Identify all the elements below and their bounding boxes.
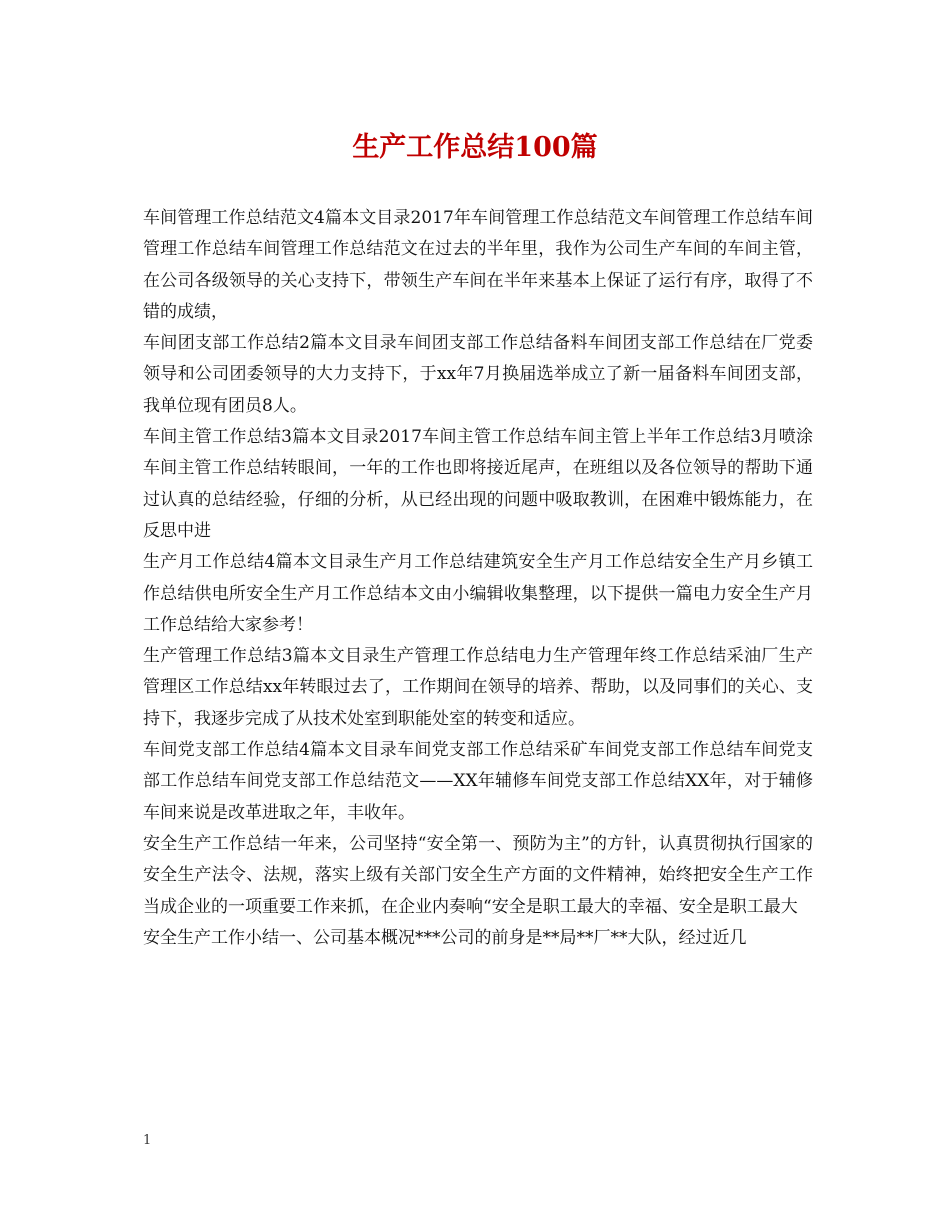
page-number: 1: [143, 1133, 152, 1148]
paragraph: 车间党支部工作总结4篇本文目录车间党支部工作总结采矿车间党支部工作总结车间党支部工作总结车间党支部工作总结范文——XX年辅修车间党支部工作总结XX年，对于辅修车间来说是改革进取之年，丰收年。: [143, 740, 813, 823]
document-body: [143, 203, 813, 954]
paragraph: 车间团支部工作总结2篇本文目录车间团支部工作总结备料车间团支部工作总结在厂党委领导和公司团委领导的大力支持下，于xx年7月换届选举成立了新一届备料车间团支部，我单位现有团员8人。: [143, 333, 813, 416]
paragraph: 车间主管工作总结3篇本文目录2017车间主管工作总结车间主管上半年工作总结3月喷涂车间主管工作总结转眼间，一年的工作也即将接近尾声，在班组以及各位领导的帮助下通过认真的总结经验，仔细的分析，从已经出现的问题中吸取教训，在困难中锻炼能力，在反思中进: [143, 427, 813, 541]
document-title: 生产工作总结100篇: [352, 132, 598, 163]
paragraph: 安全生产工作总结一年来，公司坚持“安全第一、预防为主”的方针，认真贯彻执行国家的安全生产法令、法规，落实上级有关部门安全生产方面的文件精神，始终把安全生产工作当成企业的一项重要工作来抓，在企业内奏响“安全是职工最大的幸福、安全是职工最大: [143, 833, 813, 917]
paragraph: 安全生产工作小结一、公司基本概况***公司的前身是**局**厂**大队，经过近几: [143, 927, 747, 948]
paragraph: 车间管理工作总结范文4篇本文目录2017年车间管理工作总结范文车间管理工作总结车间管理工作总结车间管理工作总结范文在过去的半年里，我作为公司生产车间的车间主管，在公司各级领导的关心支持下，带领生产车间在半年来基本上保证了运行有序，取得了不错的成绩，: [143, 208, 813, 322]
paragraph: 生产管理工作总结3篇本文目录生产管理工作总结电力生产管理年终工作总结采油厂生产管理区工作总结xx年转眼过去了，工作期间在领导的培养、帮助，以及同事们的关心、支持下，我逐步完成了从技术处室到职能处室的转变和适应。: [143, 646, 813, 729]
paragraph: 生产月工作总结4篇本文目录生产月工作总结建筑安全生产月工作总结安全生产月乡镇工作总结供电所安全生产月工作总结本文由小编辑收集整理，以下提供一篇电力安全生产月工作总结给大家参考！: [143, 552, 813, 635]
